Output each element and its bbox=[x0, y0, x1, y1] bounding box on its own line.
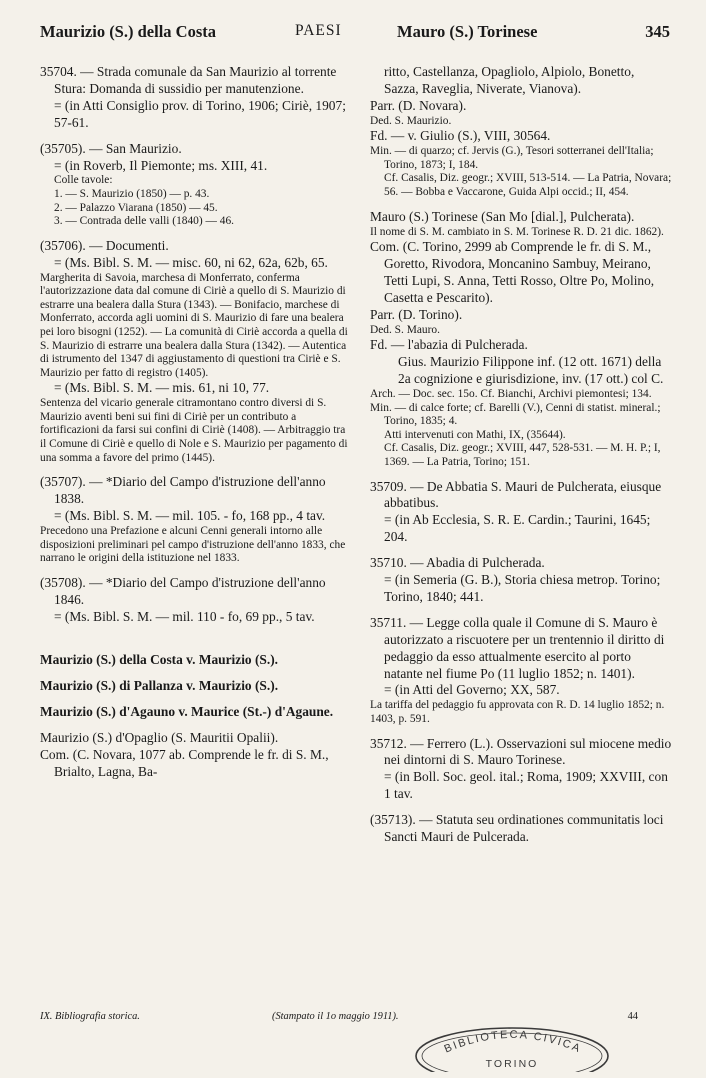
right-paragraph: Mauro (S.) Torinese (San Mo [dial.], Pulcherata). bbox=[370, 208, 635, 224]
left-paragraph: 2. — Palazzo Viarana (1850) — 45. bbox=[54, 201, 218, 214]
footer-print-date: (Stampato il 1o maggio 1911). bbox=[272, 1011, 399, 1022]
right-paragraph: Ded. S. Maurizio. bbox=[370, 114, 452, 127]
left-paragraph: 35704. — Strada comunale da San Maurizio al torrente Stura: Domanda di sussidio per manutenzione. bbox=[40, 64, 337, 96]
left-paragraph: 3. — Contrada delle valli (1840) — 46. bbox=[54, 215, 234, 228]
right-paragraph: Parr. (D. Torino). bbox=[370, 306, 463, 322]
header-right-title: Mauro (S.) Torinese bbox=[397, 22, 538, 41]
left-spacer bbox=[40, 721, 352, 730]
right-paragraph: Parr. (D. Novara). bbox=[370, 97, 467, 113]
left-paragraph: = (Ms. Bibl. S. M. — misc. 60, ni 62, 62a, 62b, 65. bbox=[54, 254, 328, 270]
right-spacer bbox=[370, 606, 672, 615]
header-left-title: Maurizio (S.) della Costa bbox=[40, 22, 216, 41]
left-paragraph: = (in Atti Consiglio prov. di Torino, 1906; Ciriè, 1907; 57-61. bbox=[54, 97, 346, 130]
right-paragraph: = (in Atti del Governo; XX, 587. bbox=[384, 682, 560, 698]
right-paragraph: Gius. Maurizio Filippone inf. (12 ott. 1671) della 2a cognizione e giurisdizione, inv. (17 ott.) col C. bbox=[398, 354, 664, 387]
right-paragraph: = (in Ab Ecclesia, S. R. E. Cardin.; Taurini, 1645; 204. bbox=[384, 512, 651, 545]
left-spacer bbox=[40, 566, 352, 575]
right-paragraph: 35712. — Ferrero (L.). Osservazioni sul miocene medio nei dintorni di S. Mauro Torinese. bbox=[370, 735, 672, 768]
left-spacer bbox=[40, 643, 352, 652]
footer-series: IX. Bibliografia storica. bbox=[40, 1011, 140, 1022]
right-paragraph: Cf. Casalis, Diz. geogr.; XVIII, 447, 528-531. — M. H. P.; I, 1369. — La Patria, Torino; 151. bbox=[384, 442, 661, 468]
right-paragraph: Arch. — Doc. sec. 15o. Cf. Bianchi, Archivi piemontesi; 134. bbox=[370, 387, 652, 400]
left-spacer bbox=[40, 669, 352, 678]
right-paragraph: Min. — di quarzo; cf. Jervis (G.), Tesori sotterranei dell'Italia; Torino, 1873; I, 184. bbox=[370, 145, 654, 171]
right-spacer bbox=[370, 546, 672, 555]
right-spacer bbox=[370, 200, 672, 209]
left-spacer bbox=[40, 695, 352, 704]
left-paragraph: Margherita di Savoia, marchesa di Monferrato, conferma l'autorizzazione data dal comune di Ciriè a quello di S. Maurizio di estrarre una bealera dalla Stura (1343). — Bonifacio, marchese di Monferrato, accorda agli uomini di S. Maurizio di fare una bealera pei loro bisogni (1252). — La comunità di Ciriè accorda a quella di S. Maurizio di estrarre una bealera dalla Stura (1342). — Autentica di istrumento del 1347 di aggiustamento di questioni tra Ciriè e S. Maurizio per fatto di registro (1405). bbox=[40, 271, 348, 379]
right-paragraph: Ded. S. Mauro. bbox=[370, 323, 440, 336]
page-number: 345 bbox=[645, 22, 670, 41]
right-paragraph: Cf. Casalis, Diz. geogr.; XVIII, 513-514. — La Patria, Novara; 56. — Bobba e Vaccarone, Guida Alpi occid.; II, 454. bbox=[384, 172, 672, 198]
stamp-line-1: BIBLIOTECA CIVICA bbox=[442, 1028, 584, 1056]
right-paragraph: 35709. — De Abbatia S. Mauri de Pulcherata, eiusque abbatibus. bbox=[370, 478, 662, 511]
left-column bbox=[40, 64, 352, 781]
right-paragraph: Il nome di S. M. cambiato in S. M. Torinese R. D. 21 dic. 1862). bbox=[370, 225, 664, 238]
right-paragraph: Com. (C. Torino, 2999 ab Comprende le fr. di S. M., Goretto, Rivodora, Moncanino Sambuy, Meirano, Tetti Lupi, S. Anna, Tetti Rosso, Oltre Po, Molino, Casetta e Pescarito). bbox=[370, 239, 655, 305]
right-paragraph: La tariffa del pedaggio fu approvata con R. D. 14 luglio 1852; n. 1403, p. 591. bbox=[370, 699, 665, 725]
library-stamp bbox=[410, 1022, 615, 1072]
left-paragraph: Sentenza del vicario generale citramontano contro diversi di S. Maurizio aventi beni sui fini di Ciriè per un contributo a fortificazioni da farsi sui confini di Ciriè (1408). — Arbitraggio tra il Comune di Ciriè e quello di Nole e S. Maurizio per pagamento di una somma a favore del primo (1445). bbox=[40, 397, 348, 464]
right-paragraph: ritto, Castellanza, Opagliolo, Alpiolo, Bonetto, Sazza, Raveglia, Niverate, Vianova). bbox=[384, 64, 635, 96]
footer-signature: 44 bbox=[627, 1011, 638, 1022]
left-paragraph: Com. (C. Novara, 1077 ab. Comprende le fr. di S. M., Brialto, Lagna, Ba- bbox=[40, 747, 329, 779]
right-paragraph: = (in Semeria (G. B.), Storia chiesa metrop. Torino; Torino, 1840; 441. bbox=[384, 572, 661, 604]
left-spacer bbox=[40, 229, 352, 238]
left-paragraph: Maurizio (S.) d'Agauno v. Maurice (St.-) d'Agaune. bbox=[40, 704, 334, 720]
svg-text:BIBLIOTECA CIVICA bbox=[443, 1029, 584, 1056]
left-paragraph: Maurizio (S.) d'Opaglio (S. Mauritii Opalii). bbox=[40, 730, 279, 746]
right-paragraph: = (in Boll. Soc. geol. ital.; Roma, 1909; XXVIII, con 1 tav. bbox=[384, 769, 668, 802]
right-paragraph: 35710. — Abadia di Pulcherada. bbox=[370, 555, 545, 571]
left-paragraph: = (Ms. Bibl. S. M. — mis. 61, ni 10, 77. bbox=[54, 380, 270, 396]
right-spacer bbox=[370, 727, 672, 736]
left-paragraph: Precedono una Prefazione e alcuni Cenni generali intorno alle disposizioni preliminari pel campo d'istruzione dell'anno 1833, che narrano le origini della istituzione nel 1833. bbox=[40, 524, 346, 565]
header-section: PAESI bbox=[295, 22, 342, 39]
left-paragraph: = (Ms. Bibl. S. M. — mil. 110 - fo, 69 pp., 5 tav. bbox=[54, 608, 315, 624]
left-paragraph: Colle tavole: bbox=[54, 174, 113, 187]
left-paragraph: 1. — S. Maurizio (1850) — p. 43. bbox=[54, 188, 210, 201]
left-spacer bbox=[40, 132, 352, 141]
right-spacer bbox=[370, 470, 672, 479]
right-paragraph: Min. — di calce forte; cf. Barelli (V.), Cenni di statist. mineral.; Torino, 1835; 4. bbox=[370, 401, 661, 428]
stamp-line-2: TORINO bbox=[485, 1058, 539, 1070]
left-spacer bbox=[40, 625, 352, 643]
left-paragraph: (35708). — *Diario del Campo d'istruzione dell'anno 1846. bbox=[40, 574, 326, 607]
right-column bbox=[370, 64, 672, 846]
left-paragraph: = (Ms. Bibl. S. M. — mil. 105. - fo, 168 pp., 4 tav. bbox=[54, 508, 326, 524]
left-paragraph: (35705). — San Maurizio. bbox=[40, 140, 182, 156]
right-paragraph: (35713). — Statuta seu ordinationes communitatis loci Sancti Mauri de Pulcerada. bbox=[370, 812, 664, 845]
running-header bbox=[40, 22, 670, 48]
right-spacer bbox=[370, 803, 672, 812]
right-paragraph: 35711. — Legge colla quale il Comune di S. Mauro è autorizzato a riscuotere per un trentennio il diritto di pedaggio da esso attualmente esercito al porto natante nel fiume Po (11 luglio 1852; n. 1401). bbox=[370, 614, 665, 681]
left-paragraph: = (in Roverb, Il Piemonte; ms. XIII, 41. bbox=[54, 157, 268, 173]
left-paragraph: (35706). — Documenti. bbox=[40, 237, 169, 253]
right-paragraph: Atti intervenuti con Mathi, IX, (35644). bbox=[384, 428, 566, 441]
left-paragraph: Maurizio (S.) di Pallanza v. Maurizio (S.). bbox=[40, 678, 279, 694]
left-spacer bbox=[40, 465, 352, 474]
right-paragraph: Fd. — l'abazia di Pulcherada. bbox=[370, 337, 528, 353]
right-paragraph: Fd. — v. Giulio (S.), VIII, 30564. bbox=[370, 128, 551, 144]
left-paragraph: (35707). — *Diario del Campo d'istruzione dell'anno 1838. bbox=[40, 474, 326, 507]
left-paragraph: Maurizio (S.) della Costa v. Maurizio (S.). bbox=[40, 652, 279, 668]
